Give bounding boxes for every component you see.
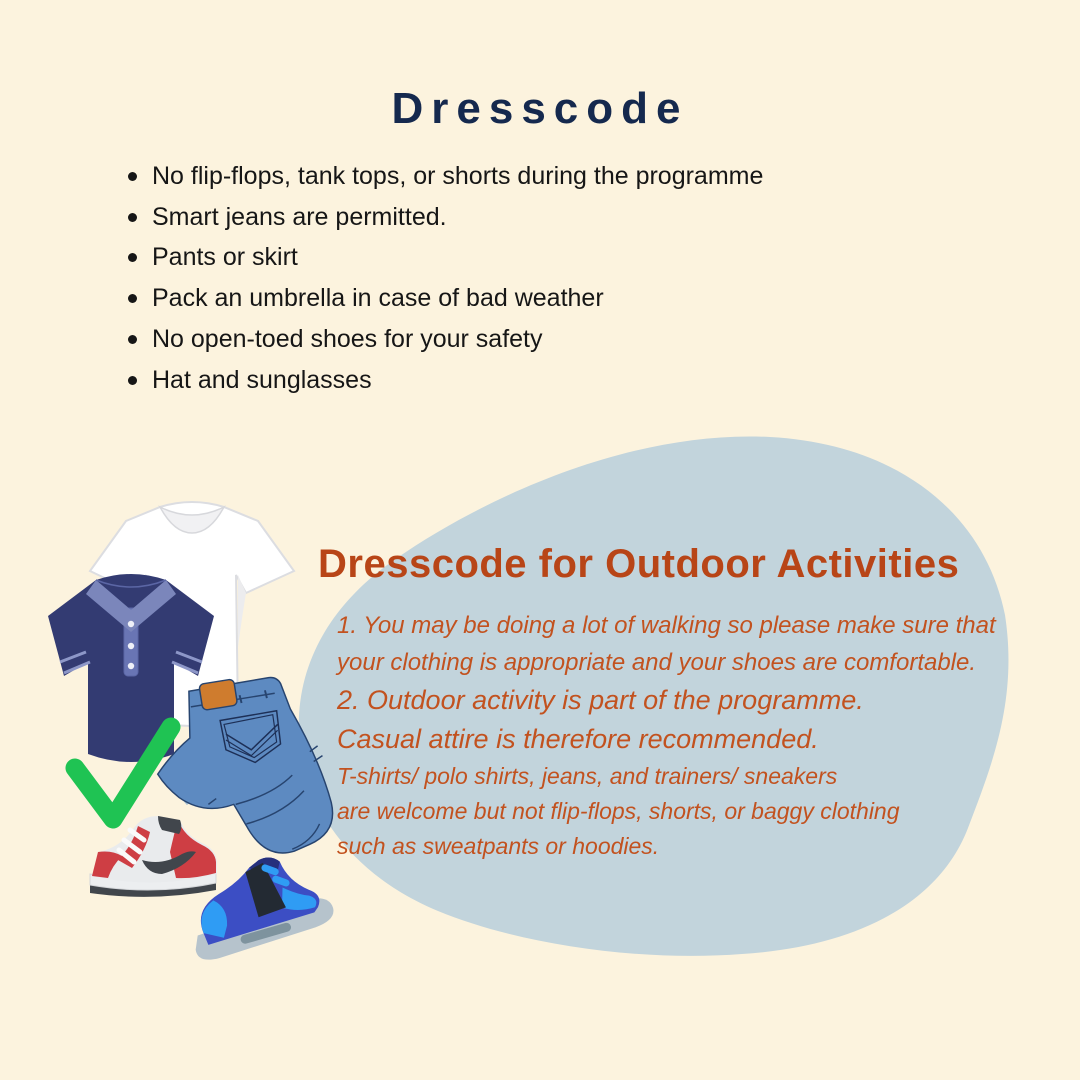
- outdoor-line: are welcome but not flip-flops, shorts, or baggy clothing: [337, 798, 900, 824]
- outdoor-line: 1. You may be doing a lot of walking so please make sure that: [337, 612, 996, 639]
- outdoor-line: T-shirts/ polo shirts, jeans, and trainers/ sneakers: [337, 763, 838, 789]
- rule-item: No open-toed shoes for your safety: [118, 319, 978, 360]
- outdoor-line: Casual attire is therefore recommended.: [337, 724, 819, 754]
- rule-item: Pants or skirt: [118, 237, 978, 278]
- blue-sneaker-illustration: [186, 855, 338, 963]
- rule-item: Hat and sunglasses: [118, 360, 978, 401]
- rule-item: Pack an umbrella in case of bad weather: [118, 278, 978, 319]
- outdoor-line: such as sweatpants or hoodies.: [337, 833, 660, 859]
- outdoor-line: 2. Outdoor activity is part of the programme.: [337, 685, 864, 715]
- page-title: Dresscode: [391, 84, 689, 133]
- outdoor-section-heading: Dresscode for Outdoor Activities: [318, 542, 960, 586]
- outdoor-line: your clothing is appropriate and your shoes are comfortable.: [337, 649, 977, 676]
- rule-item: No flip-flops, tank tops, or shorts during the programme: [118, 156, 978, 197]
- outdoor-section-body: [337, 607, 996, 864]
- rule-item: Smart jeans are permitted.: [118, 197, 978, 238]
